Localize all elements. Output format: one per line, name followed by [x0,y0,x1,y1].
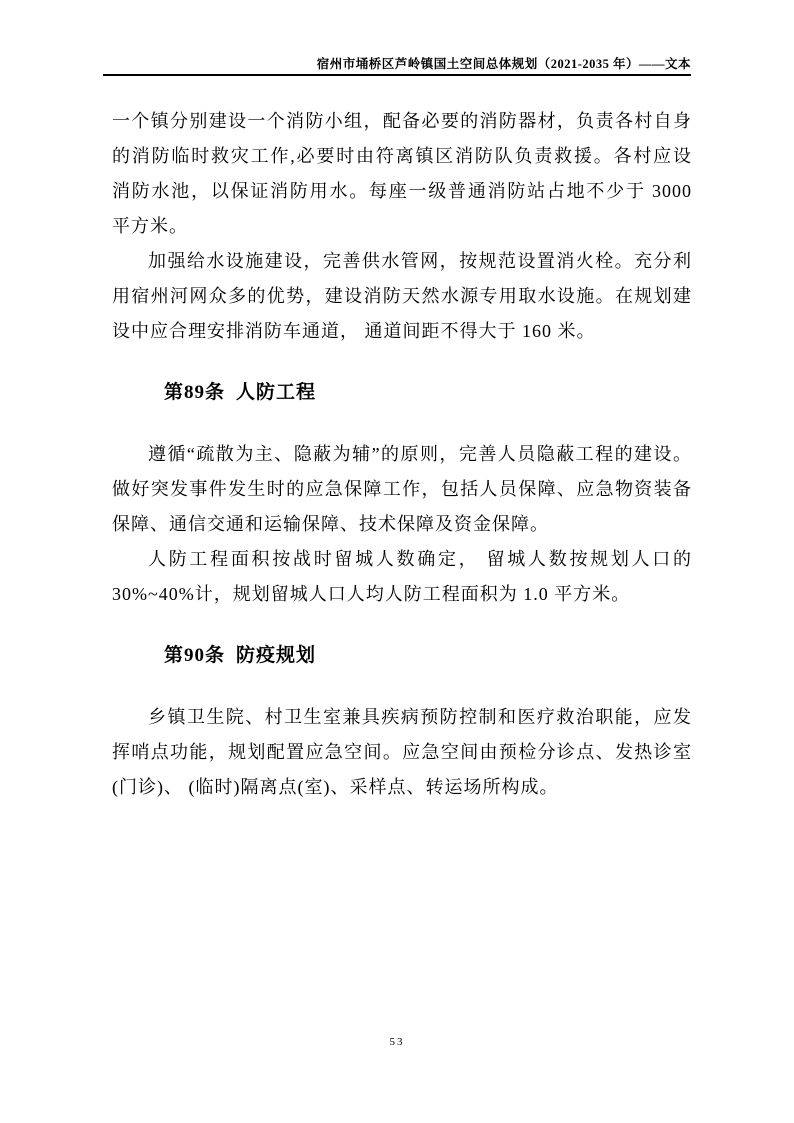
text-line: 加强给水设施建设，完善供水管网，按规范设置消火栓。充分利 [148,251,692,271]
text-line: 用宿州河网众多的优势，建设消防天然水源专用取水设施。在规划建 [112,286,692,306]
text-line: 乡镇卫生院、村卫生室兼具疾病预防控制和医疗救治职能，应发 [148,707,692,727]
section-heading-article-90 [164,642,692,670]
section-heading-article-89 [164,379,692,407]
text-line: 一个镇分别建设一个消防小组，配备必要的消防器材，负责各村自身 [112,111,692,131]
article-title: 防疫规划 [236,645,317,666]
document-body [112,104,692,805]
article-title: 人防工程 [236,382,317,403]
text-line: 的消防临时救灾工作,必要时由符离镇区消防队负责救援。各村应设 [112,146,692,166]
text-line: 保障、通信交通和运输保障、技术保障及资金保障。 [112,514,549,534]
paragraph [112,542,692,612]
text-line: 30%~40%计，规划留城人口人均人防工程面积为 1.0 平方米。 [112,584,631,604]
text-line: 做好突发事件发生时的应急保障工作，包括人员保障、应急物资装备 [112,479,692,499]
paragraph [112,244,692,349]
article-number: 第90条 [164,645,226,666]
text-line: (门诊)、 (临时)隔离点(室)、采样点、转运场所构成。 [112,777,559,797]
header-divider [103,74,691,76]
article-number: 第89条 [164,382,226,403]
paragraph [112,104,692,244]
page-header-title: 宿州市埇桥区芦岭镇国土空间总体规划（2021-2035 年）——文本 [316,57,691,71]
text-line: 遵循“疏散为主、隐蔽为辅”的原则，完善人员隐蔽工程的建设。 [148,444,692,464]
text-line: 人防工程面积按战时留城人数确定， 留城人数按规划人口的 [148,549,692,569]
paragraph [112,437,692,542]
text-line: 平方米。 [112,216,188,236]
text-line: 设中应合理安排消防车通道， 通道间距不得大于 160 米。 [112,321,596,341]
text-line: 挥哨点功能，规划配置应急空间。应急空间由预检分诊点、发热诊室 [112,742,692,762]
paragraph [112,700,692,805]
page-number: 53 [389,1036,405,1048]
text-line: 消防水池，以保证消防用水。每座一级普通消防站占地不少于 3000 [112,181,692,201]
